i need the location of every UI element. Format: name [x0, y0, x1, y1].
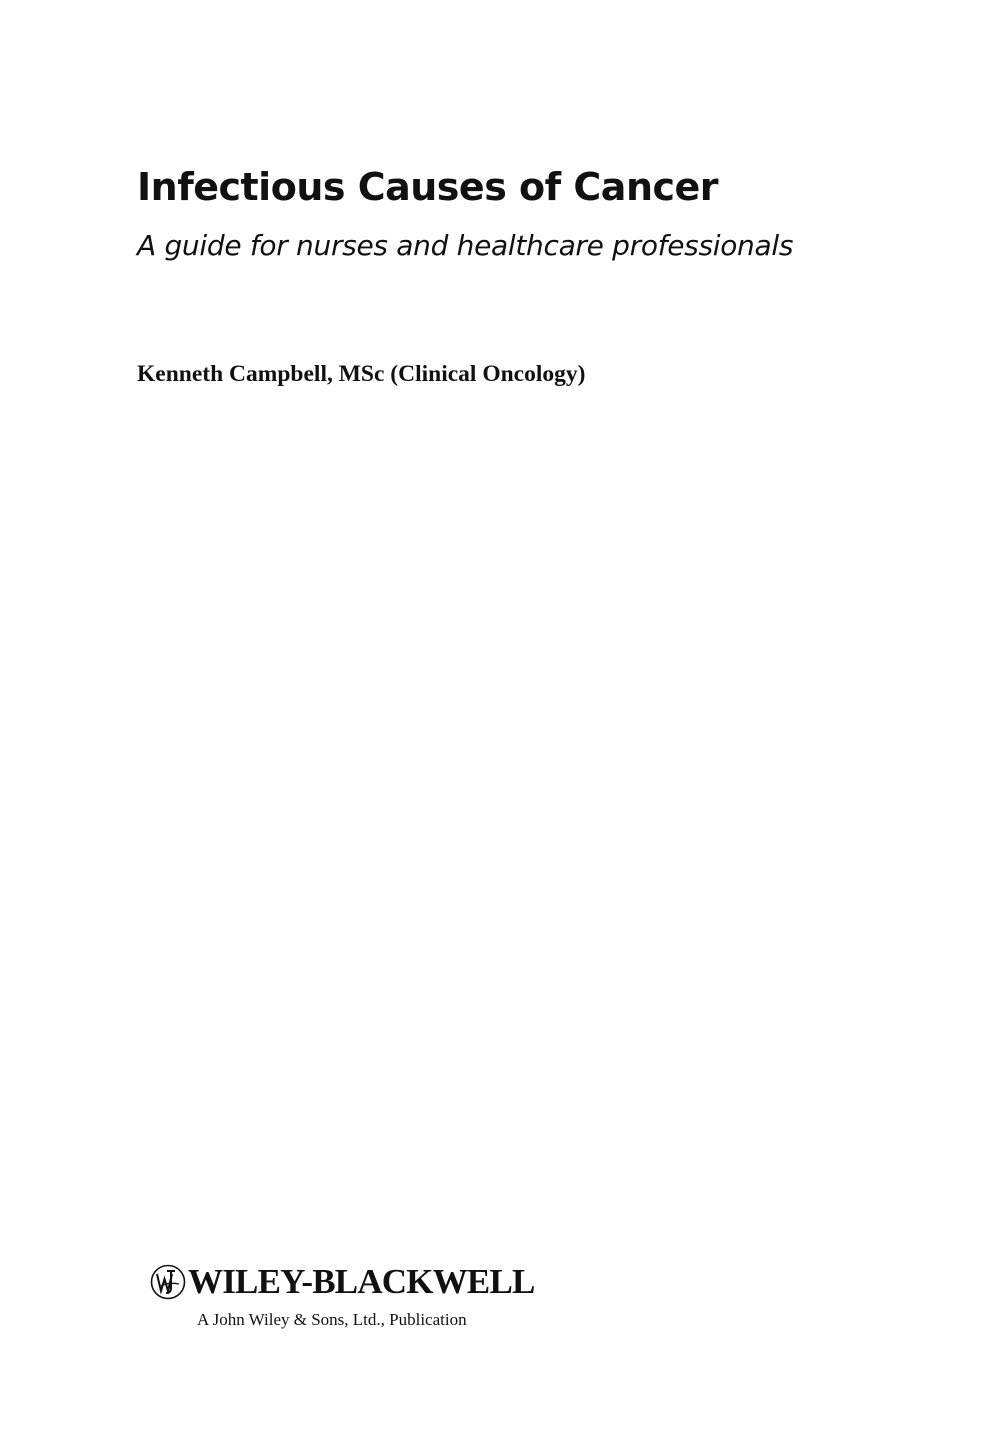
wiley-jw-emblem-icon	[150, 1264, 186, 1300]
publisher-wordmark: WILEY-BLACKWELL	[188, 1262, 535, 1301]
book-author: Kenneth Campbell, MSc (Clinical Oncology)	[137, 361, 586, 387]
publisher-line: A John Wiley & Sons, Ltd., Publication	[197, 1310, 467, 1329]
book-subtitle: A guide for nurses and healthcare professionals	[137, 229, 794, 262]
publisher-block	[150, 1262, 550, 1352]
publisher-logo	[150, 1262, 535, 1302]
book-title: Infectious Causes of Cancer	[137, 165, 719, 209]
